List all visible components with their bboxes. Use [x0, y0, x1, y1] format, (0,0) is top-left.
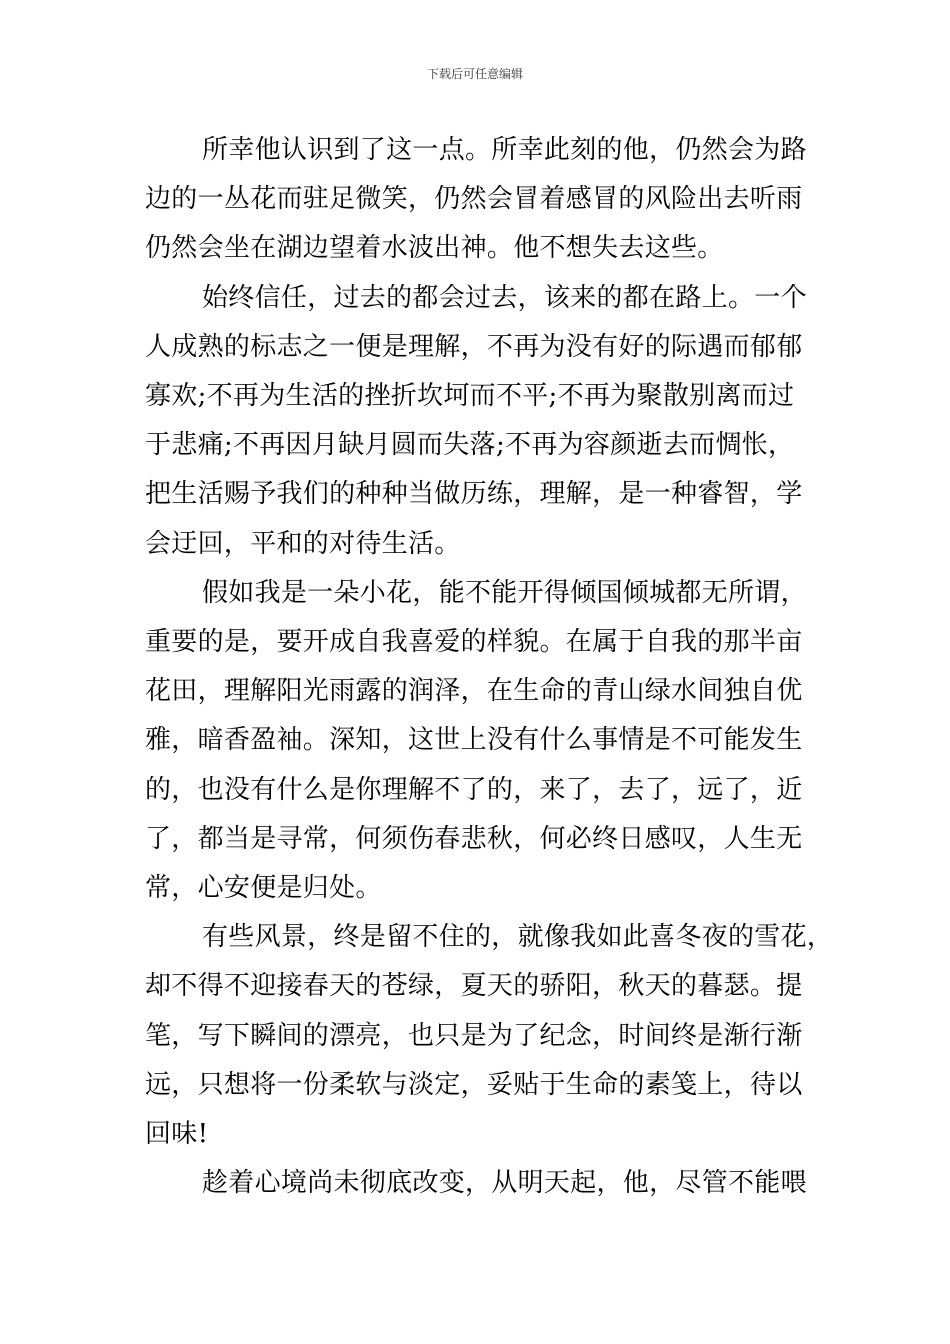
- paragraph-line: 把生活赐予我们的种种当做历练，理解，是一种睿智，学: [145, 479, 803, 510]
- paragraph-line: 了，都当是寻常，何须伤春悲秋，何必终日感叹，人生无: [145, 823, 803, 854]
- paragraph-1: [145, 126, 810, 274]
- paragraph-line: 回味!: [145, 1119, 209, 1150]
- paragraph-line: 笔，写下瞬间的漂亮，也只是为了纪念，时间终是渐行渐: [145, 1020, 803, 1051]
- page-header: 下载后可任意编辑: [426, 67, 523, 81]
- paragraph-line: 会迂回，平和的对待生活。: [145, 528, 461, 559]
- paragraph-line: 远，只想将一份柔软与淡定，妥贴于生命的素笺上，待以: [145, 1069, 803, 1100]
- paragraph-line: 于悲痛;不再因月缺月圆而失落;不再为容颜逝去而惆怅，: [145, 430, 795, 461]
- paragraph-4: [145, 913, 834, 1159]
- paragraph-line: 所幸他认识到了这一点。所幸此刻的他，仍然会为路: [202, 135, 807, 165]
- paragraph-line: 有些风景，终是留不住的，就像我如此喜冬夜的雪花，: [202, 922, 834, 953]
- paragraph-line: 常，心安便是归处。: [145, 873, 382, 904]
- paragraph-line: 始终信任，过去的都会过去，该来的都在路上。一个: [202, 282, 807, 313]
- paragraph-3: [145, 569, 810, 913]
- paragraph-line: 的，也没有什么是你理解不了的，来了，去了，远了，近: [145, 774, 803, 805]
- paragraph-line: 花田，理解阳光雨露的润泽，在生命的青山绿水间独自优: [145, 676, 803, 707]
- document-body: [145, 126, 834, 1208]
- paragraph-line: 雅，暗香盈袖。深知，这世上没有什么事情是不可能发生: [145, 725, 803, 756]
- paragraph-line: 边的一丛花而驻足微笑，仍然会冒着感冒的风险出去听雨: [145, 184, 803, 215]
- paragraph-line: 人成熟的标志之一便是理解，不再为没有好的际遇而郁郁: [145, 331, 803, 362]
- paragraph-line: 趁着心境尚未彻底改变，从明天起，他，尽管不能喂: [202, 1168, 807, 1199]
- paragraph-2: [145, 274, 810, 569]
- paragraph-5: [145, 1159, 810, 1208]
- paragraph-line: 却不得不迎接春天的苍绿，夏天的骄阳，秋天的暮瑟。提: [145, 971, 803, 1002]
- paragraph-line: 重要的是，要开成自我喜爱的样貌。在属于自我的那半亩: [145, 627, 803, 658]
- paragraph-line: 寡欢;不再为生活的挫折坎坷而不平;不再为聚散别离而过: [145, 381, 795, 412]
- paragraph-line: 假如我是一朵小花，能不能开得倾国倾城都无所谓，: [202, 577, 807, 608]
- paragraph-line: 仍然会坐在湖边望着水波出神。他不想失去这些。: [145, 233, 724, 264]
